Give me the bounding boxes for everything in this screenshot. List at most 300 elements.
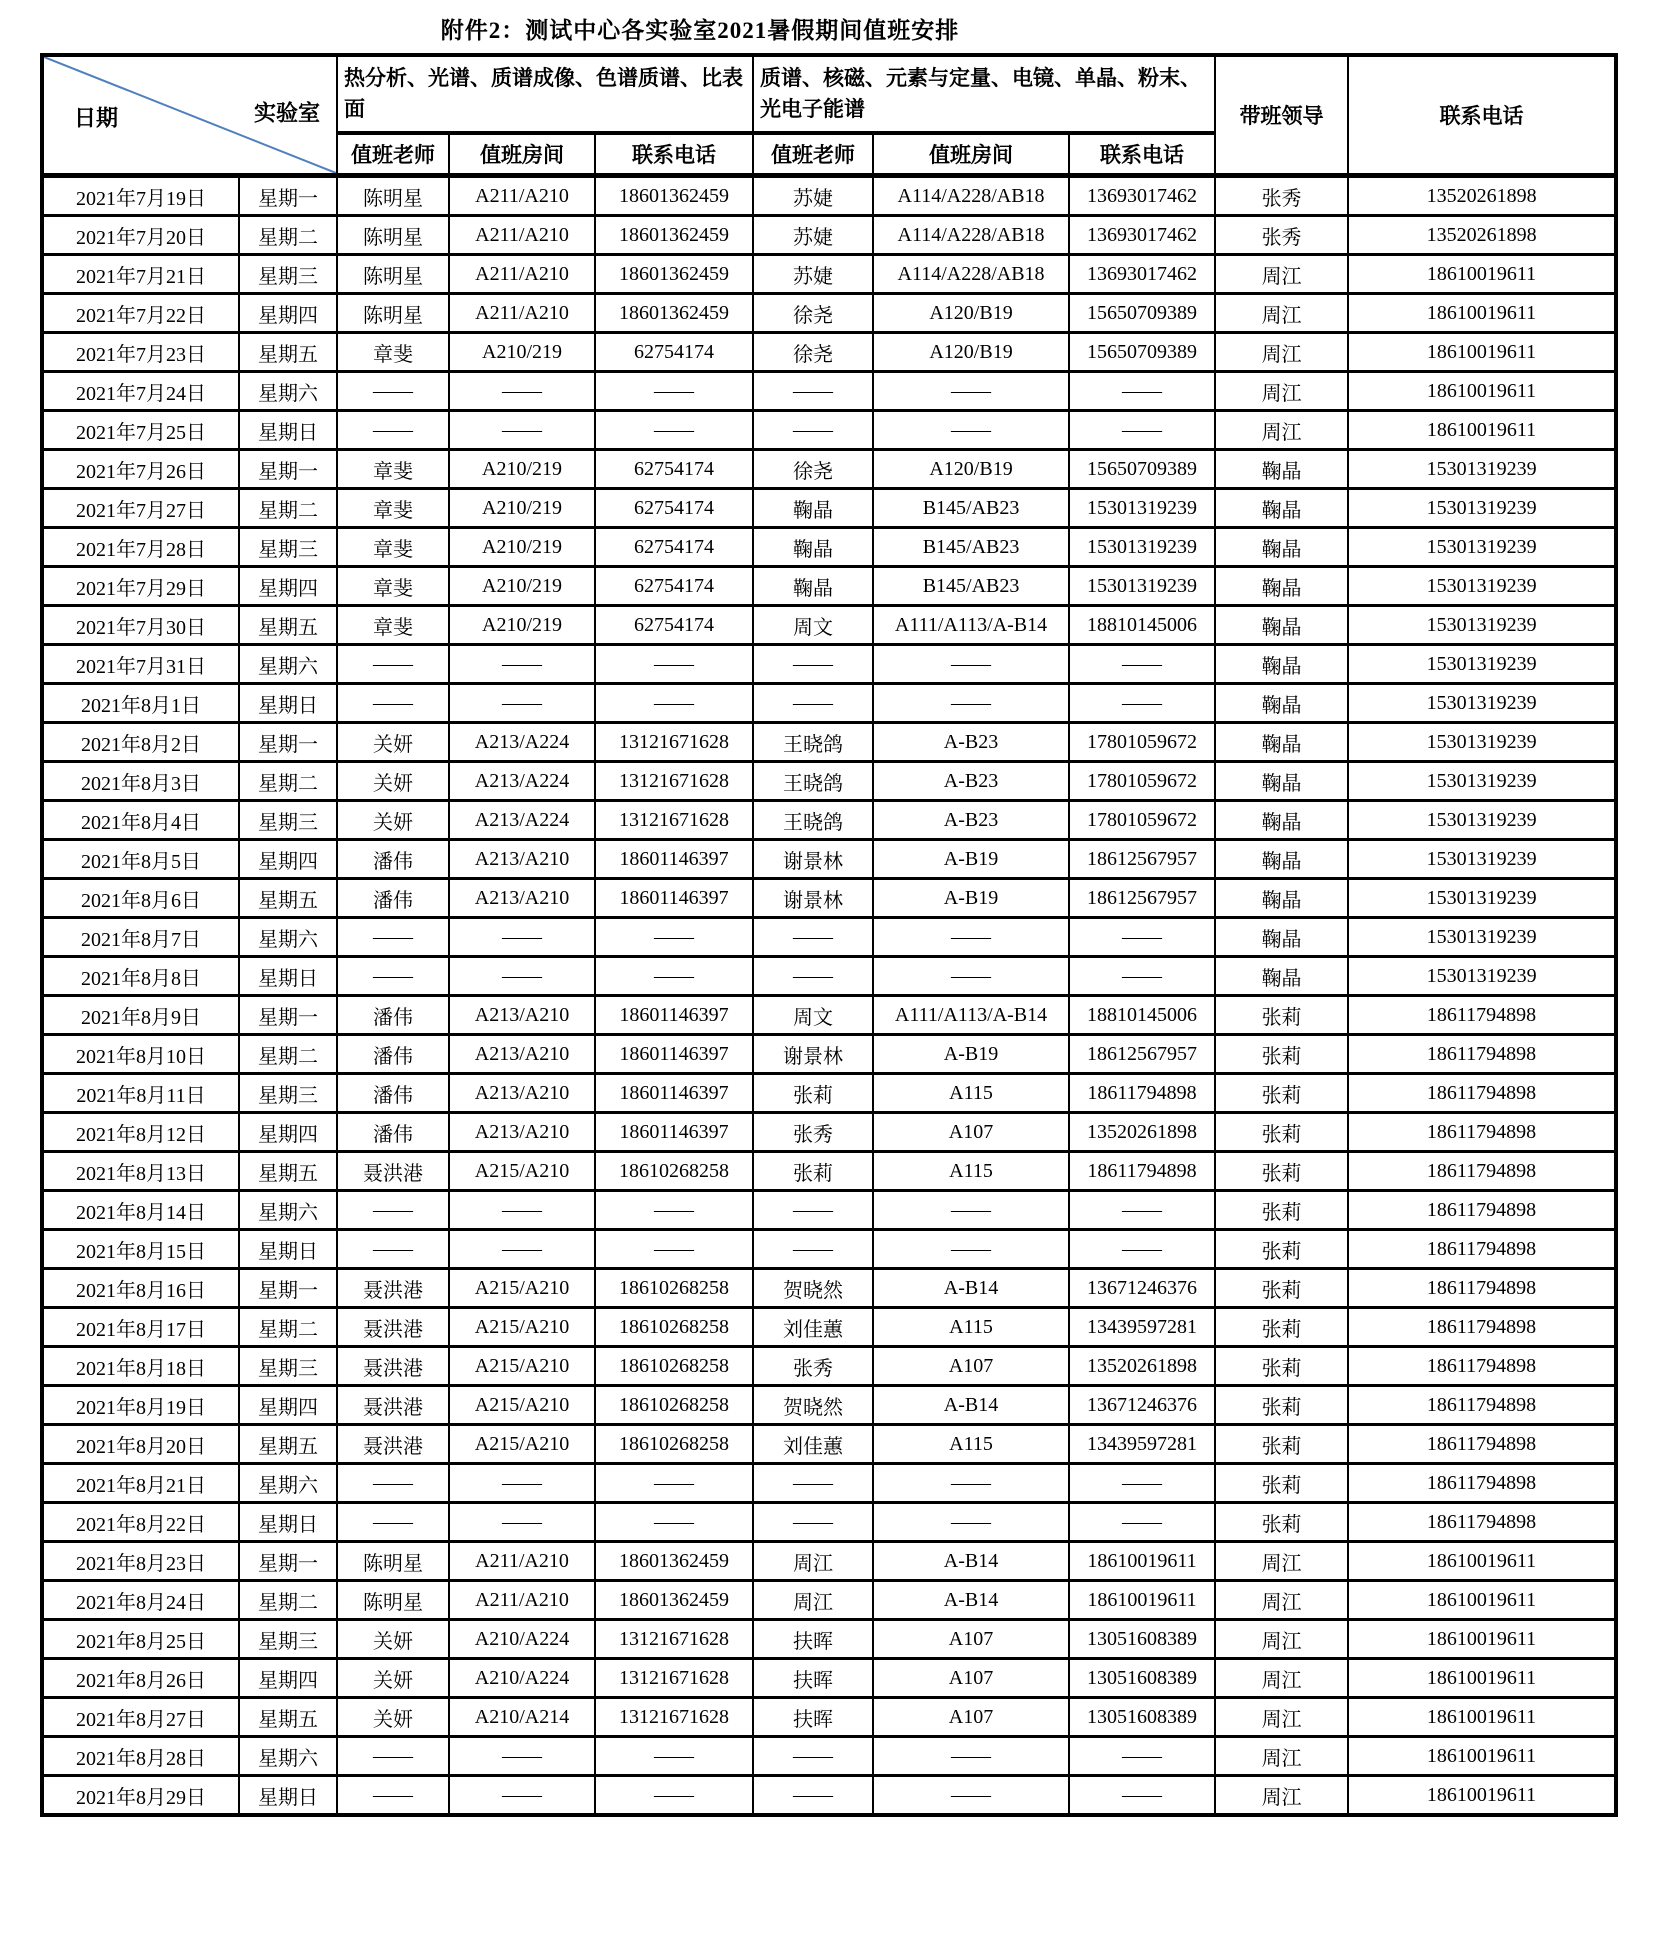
room1-cell: A213/A224 [449,723,595,762]
phone2-cell: 18810145006 [1069,996,1215,1035]
date-cell: 2021年7月28日 [42,528,239,567]
phone1-cell: 18610268258 [595,1308,753,1347]
weekday-cell: 星期二 [239,489,337,528]
room1-cell: A213/A210 [449,1113,595,1152]
teacher1-cell: 章斐 [337,489,449,528]
phone1-cell: 13121671628 [595,1698,753,1737]
teacher1-cell: 章斐 [337,528,449,567]
leader-cell: 张莉 [1215,1425,1348,1464]
teacher1-cell: —— [337,1191,449,1230]
phone2-cell: 13051608389 [1069,1698,1215,1737]
leader-phone-cell: 18610019611 [1348,1542,1616,1581]
room1-cell: A210/A224 [449,1659,595,1698]
lab-group-1-header: 热分析、光谱、质谱成像、色谱质谱、比表面 [337,55,753,133]
table-row [42,879,1616,918]
phone2-cell: 18612567957 [1069,879,1215,918]
teacher2-cell: 谢景林 [753,879,873,918]
teacher1-cell: 章斐 [337,450,449,489]
weekday-cell: 星期日 [239,684,337,723]
leader-cell: 张莉 [1215,1386,1348,1425]
phone2-cell: 18611794898 [1069,1152,1215,1191]
phone1-cell: 62754174 [595,450,753,489]
room1-cell: A215/A210 [449,1425,595,1464]
table-row [42,333,1616,372]
date-cell: 2021年8月19日 [42,1386,239,1425]
table-row [42,645,1616,684]
leader-cell: 周江 [1215,1776,1348,1816]
phone1-cell: —— [595,957,753,996]
room2-cell: —— [873,1230,1069,1269]
teacher2-cell: 王晓鸽 [753,762,873,801]
room1-cell: A210/219 [449,489,595,528]
leader-phone-cell: 18610019611 [1348,1776,1616,1816]
phone1-cell: 18601146397 [595,1113,753,1152]
phone1-cell: —— [595,1464,753,1503]
room2-cell: A-B23 [873,723,1069,762]
teacher2-cell: —— [753,1737,873,1776]
leader-phone-cell: 18611794898 [1348,1308,1616,1347]
phone1-cell: 18610268258 [595,1347,753,1386]
teacher2-cell: 扶晖 [753,1620,873,1659]
phone2-cell: —— [1069,957,1215,996]
teacher2-cell: 刘佳蕙 [753,1308,873,1347]
leader-cell: 张莉 [1215,1074,1348,1113]
phone1-cell: 18601146397 [595,840,753,879]
teacher2-cell: 苏婕 [753,176,873,216]
teacher1-cell: 陈明星 [337,1542,449,1581]
lab-group-2-header: 质谱、核磁、元素与定量、电镜、单晶、粉末、光电子能谱 [753,55,1215,133]
leader-phone-cell: 18610019611 [1348,255,1616,294]
teacher2-cell: 周文 [753,996,873,1035]
room2-cell: A114/A228/AB18 [873,176,1069,216]
weekday-cell: 星期三 [239,528,337,567]
teacher1-cell: —— [337,918,449,957]
room1-cell: A211/A210 [449,1542,595,1581]
teacher2-cell: —— [753,1464,873,1503]
leader-phone-cell: 18610019611 [1348,372,1616,411]
leader-cell: 鞠晶 [1215,645,1348,684]
teacher1-cell: —— [337,645,449,684]
phone2-cell: —— [1069,1776,1215,1816]
table-row [42,1035,1616,1074]
leader-phone-cell: 18610019611 [1348,333,1616,372]
phone1-cell: —— [595,1776,753,1816]
teacher2-cell: 张秀 [753,1113,873,1152]
teacher2-cell: 刘佳蕙 [753,1425,873,1464]
phone2-cell: —— [1069,1191,1215,1230]
phone2-cell: 18610019611 [1069,1542,1215,1581]
room1-cell: A215/A210 [449,1308,595,1347]
leader-phone-cell: 18611794898 [1348,1230,1616,1269]
room1-cell: —— [449,957,595,996]
weekday-cell: 星期一 [239,723,337,762]
room2-cell: A115 [873,1152,1069,1191]
room2-cell: —— [873,411,1069,450]
weekday-cell: 星期日 [239,1503,337,1542]
phone2-cell: —— [1069,1230,1215,1269]
room2-cell: A-B19 [873,1035,1069,1074]
room2-header: 值班房间 [873,133,1069,176]
leader-cell: 周江 [1215,255,1348,294]
leader-phone-cell: 15301319239 [1348,645,1616,684]
phone1-cell: 18610268258 [595,1425,753,1464]
leader-cell: 鞠晶 [1215,684,1348,723]
phone1-cell: 62754174 [595,567,753,606]
table-row [42,684,1616,723]
phone1-cell: 62754174 [595,489,753,528]
leader-cell: 张莉 [1215,996,1348,1035]
phone2-cell: —— [1069,1737,1215,1776]
room1-cell: A211/A210 [449,255,595,294]
leader-cell: 鞠晶 [1215,567,1348,606]
room1-cell: A210/219 [449,450,595,489]
room1-cell: —— [449,1464,595,1503]
room1-cell: A213/A210 [449,840,595,879]
teacher1-cell: 关妍 [337,1659,449,1698]
corner-lab-label: 实验室 [253,100,320,126]
leader-phone-cell: 15301319239 [1348,528,1616,567]
phone1-cell: 18601362459 [595,294,753,333]
room1-cell: —— [449,1503,595,1542]
date-cell: 2021年8月3日 [42,762,239,801]
table-row [42,996,1616,1035]
weekday-cell: 星期五 [239,1698,337,1737]
weekday-cell: 星期四 [239,1659,337,1698]
weekday-cell: 星期二 [239,1581,337,1620]
leader-cell: 张莉 [1215,1269,1348,1308]
teacher2-cell: 王晓鸽 [753,801,873,840]
teacher1-cell: —— [337,1464,449,1503]
date-cell: 2021年8月10日 [42,1035,239,1074]
teacher1-cell: 章斐 [337,606,449,645]
room1-cell: A210/219 [449,567,595,606]
room1-cell: A210/A214 [449,1698,595,1737]
weekday-cell: 星期一 [239,1542,337,1581]
table-row [42,840,1616,879]
leader-cell: 张秀 [1215,216,1348,255]
room1-cell: —— [449,1737,595,1776]
room2-cell: —— [873,684,1069,723]
teacher2-cell: 苏婕 [753,255,873,294]
teacher1-cell: 潘伟 [337,879,449,918]
room1-cell: A215/A210 [449,1347,595,1386]
phone1-cell: 18601146397 [595,1074,753,1113]
leader-cell: 张莉 [1215,1347,1348,1386]
teacher2-cell: 扶晖 [753,1659,873,1698]
phone1-cell: —— [595,684,753,723]
phone1-cell: 13121671628 [595,762,753,801]
room2-cell: —— [873,1776,1069,1816]
teacher1-cell: 关妍 [337,1620,449,1659]
weekday-cell: 星期日 [239,957,337,996]
teacher2-cell: —— [753,645,873,684]
phone1-cell: 62754174 [595,333,753,372]
teacher2-cell: 周江 [753,1581,873,1620]
phone1-cell: 18610268258 [595,1386,753,1425]
room1-cell: —— [449,684,595,723]
page-title: 附件2：测试中心各实验室2021暑假期间值班安排 [440,18,960,43]
room1-cell: —— [449,1230,595,1269]
teacher2-cell: —— [753,372,873,411]
weekday-cell: 星期二 [239,1035,337,1074]
phone2-cell: 13693017462 [1069,216,1215,255]
date-cell: 2021年7月20日 [42,216,239,255]
table-row [42,528,1616,567]
phone1-cell: 62754174 [595,606,753,645]
room2-cell: A-B14 [873,1542,1069,1581]
table-row [42,1386,1616,1425]
teacher2-cell: 鞠晶 [753,489,873,528]
phone2-cell: —— [1069,1503,1215,1542]
leader-phone-cell: 15301319239 [1348,879,1616,918]
leader-cell: 周江 [1215,294,1348,333]
leader-phone-cell: 15301319239 [1348,684,1616,723]
table-row [42,1581,1616,1620]
leader-phone-cell: 15301319239 [1348,489,1616,528]
room2-cell: —— [873,372,1069,411]
leader-cell: 周江 [1215,1659,1348,1698]
date-cell: 2021年7月26日 [42,450,239,489]
leader-phone-cell: 18610019611 [1348,1737,1616,1776]
date-cell: 2021年7月29日 [42,567,239,606]
table-row [42,1152,1616,1191]
date-cell: 2021年8月4日 [42,801,239,840]
room1-cell: A210/A224 [449,1620,595,1659]
weekday-cell: 星期日 [239,1230,337,1269]
weekday-cell: 星期六 [239,918,337,957]
room2-cell: B145/AB23 [873,528,1069,567]
phone1-cell: —— [595,1737,753,1776]
leader-phone-cell: 18611794898 [1348,1386,1616,1425]
weekday-cell: 星期三 [239,255,337,294]
teacher1-cell: 聂洪港 [337,1386,449,1425]
phone2-cell: 13439597281 [1069,1425,1215,1464]
table-row [42,1113,1616,1152]
teacher2-cell: 鞠晶 [753,567,873,606]
leader-phone-cell: 18610019611 [1348,1698,1616,1737]
teacher1-cell: —— [337,411,449,450]
teacher1-cell: 潘伟 [337,1035,449,1074]
phone2-cell: 15650709389 [1069,450,1215,489]
leader-phone-cell: 18610019611 [1348,1581,1616,1620]
phone2-header: 联系电话 [1069,133,1215,176]
phone2-cell: 17801059672 [1069,762,1215,801]
teacher2-cell: 周江 [753,1542,873,1581]
date-cell: 2021年8月11日 [42,1074,239,1113]
table-row [42,567,1616,606]
date-cell: 2021年8月25日 [42,1620,239,1659]
date-cell: 2021年8月27日 [42,1698,239,1737]
date-cell: 2021年7月31日 [42,645,239,684]
table-row [42,1230,1616,1269]
leader-phone-cell: 15301319239 [1348,762,1616,801]
leader-cell: 周江 [1215,1542,1348,1581]
room2-cell: A-B19 [873,840,1069,879]
leader-phone-cell: 15301319239 [1348,801,1616,840]
phone1-cell: 18601362459 [595,216,753,255]
weekday-cell: 星期六 [239,1191,337,1230]
teacher2-header: 值班老师 [753,133,873,176]
weekday-cell: 星期五 [239,333,337,372]
weekday-cell: 星期四 [239,1386,337,1425]
teacher1-cell: —— [337,684,449,723]
room2-cell: A120/B19 [873,294,1069,333]
teacher2-cell: —— [753,1230,873,1269]
table-row [42,1269,1616,1308]
table-row [42,1191,1616,1230]
phone1-header: 联系电话 [595,133,753,176]
date-cell: 2021年7月23日 [42,333,239,372]
date-cell: 2021年8月29日 [42,1776,239,1816]
table-row [42,1425,1616,1464]
room1-cell: A211/A210 [449,294,595,333]
table-row [42,1074,1616,1113]
weekday-cell: 星期三 [239,1620,337,1659]
date-cell: 2021年7月25日 [42,411,239,450]
teacher1-cell: 聂洪港 [337,1269,449,1308]
table-row [42,1503,1616,1542]
leader-phone-cell: 18611794898 [1348,1074,1616,1113]
table-row [42,1620,1616,1659]
table-row [42,216,1616,255]
date-cell: 2021年7月30日 [42,606,239,645]
weekday-cell: 星期六 [239,1737,337,1776]
room2-cell: —— [873,1464,1069,1503]
date-cell: 2021年7月27日 [42,489,239,528]
table-row [42,1347,1616,1386]
room1-cell: A215/A210 [449,1386,595,1425]
room1-cell: —— [449,411,595,450]
room1-cell: A213/A210 [449,1035,595,1074]
phone2-cell: 13671246376 [1069,1269,1215,1308]
room2-cell: —— [873,645,1069,684]
phone1-cell: —— [595,918,753,957]
leader-phone-cell: 18611794898 [1348,1347,1616,1386]
leader-phone-cell: 18610019611 [1348,411,1616,450]
phone1-cell: —— [595,372,753,411]
phone2-cell: 15650709389 [1069,333,1215,372]
teacher1-cell: 聂洪港 [337,1347,449,1386]
weekday-cell: 星期五 [239,1152,337,1191]
leader-cell: 张莉 [1215,1464,1348,1503]
weekday-cell: 星期一 [239,996,337,1035]
date-cell: 2021年8月9日 [42,996,239,1035]
date-cell: 2021年8月22日 [42,1503,239,1542]
weekday-cell: 星期二 [239,762,337,801]
leader-phone-cell: 18611794898 [1348,1152,1616,1191]
phone2-cell: —— [1069,918,1215,957]
date-cell: 2021年8月18日 [42,1347,239,1386]
phone2-cell: —— [1069,684,1215,723]
room2-cell: A107 [873,1113,1069,1152]
phone1-cell: 62754174 [595,528,753,567]
room2-cell: A-B14 [873,1386,1069,1425]
phone1-cell: —— [595,1191,753,1230]
teacher2-cell: —— [753,1776,873,1816]
leader-phone-cell: 18611794898 [1348,1425,1616,1464]
leader-cell: 张莉 [1215,1035,1348,1074]
date-cell: 2021年8月20日 [42,1425,239,1464]
room1-cell: A210/219 [449,333,595,372]
leader-cell: 周江 [1215,372,1348,411]
teacher1-cell: 潘伟 [337,1074,449,1113]
leader-phone-cell: 18611794898 [1348,1113,1616,1152]
leader-cell: 鞠晶 [1215,957,1348,996]
room1-cell: A211/A210 [449,216,595,255]
date-cell: 2021年8月28日 [42,1737,239,1776]
teacher2-cell: —— [753,957,873,996]
phone2-cell: —— [1069,411,1215,450]
weekday-cell: 星期四 [239,294,337,333]
room2-cell: A107 [873,1698,1069,1737]
phone2-cell: 18612567957 [1069,1035,1215,1074]
leader-cell: 周江 [1215,1581,1348,1620]
phone2-cell: —— [1069,645,1215,684]
leader-phone-cell: 13520261898 [1348,216,1616,255]
leader-phone-cell: 15301319239 [1348,606,1616,645]
teacher2-cell: 谢景林 [753,1035,873,1074]
phone1-cell: 18601362459 [595,1542,753,1581]
leader-cell: 张莉 [1215,1113,1348,1152]
room1-cell: A215/A210 [449,1269,595,1308]
leader-phone-cell: 18611794898 [1348,1269,1616,1308]
phone1-cell: 18601362459 [595,255,753,294]
room1-cell: A211/A210 [449,176,595,216]
phone1-cell: 18601146397 [595,996,753,1035]
phone2-cell: 13671246376 [1069,1386,1215,1425]
leader-cell: 周江 [1215,1620,1348,1659]
leader-cell: 鞠晶 [1215,528,1348,567]
phone1-cell: —— [595,645,753,684]
room2-cell: —— [873,918,1069,957]
phone1-cell: 18601146397 [595,1035,753,1074]
teacher2-cell: —— [753,1503,873,1542]
table-row [42,801,1616,840]
leader-cell: 张莉 [1215,1308,1348,1347]
teacher2-cell: —— [753,1191,873,1230]
table-row [42,1659,1616,1698]
teacher2-cell: 徐尧 [753,294,873,333]
date-cell: 2021年8月17日 [42,1308,239,1347]
weekday-cell: 星期日 [239,411,337,450]
duty-schedule-table [40,53,1618,1817]
leader-phone-cell: 18610019611 [1348,1620,1616,1659]
teacher1-cell: —— [337,1503,449,1542]
teacher1-cell: 陈明星 [337,176,449,216]
room2-cell: —— [873,1737,1069,1776]
leader-phone-cell: 15301319239 [1348,567,1616,606]
weekday-cell: 星期五 [239,606,337,645]
date-cell: 2021年7月24日 [42,372,239,411]
phone2-cell: —— [1069,372,1215,411]
teacher2-cell: 王晓鸽 [753,723,873,762]
phone1-cell: 18601146397 [595,879,753,918]
phone1-cell: 13121671628 [595,1659,753,1698]
teacher1-cell: 聂洪港 [337,1152,449,1191]
teacher2-cell: 周文 [753,606,873,645]
leader-cell: 鞠晶 [1215,723,1348,762]
teacher1-cell: 陈明星 [337,1581,449,1620]
weekday-cell: 星期四 [239,840,337,879]
room2-cell: A-B14 [873,1269,1069,1308]
table-row [42,1737,1616,1776]
room1-cell: —— [449,918,595,957]
teacher1-cell: —— [337,1230,449,1269]
phone1-cell: 13121671628 [595,723,753,762]
room2-cell: A115 [873,1074,1069,1113]
weekday-cell: 星期二 [239,216,337,255]
weekday-cell: 星期日 [239,1776,337,1816]
